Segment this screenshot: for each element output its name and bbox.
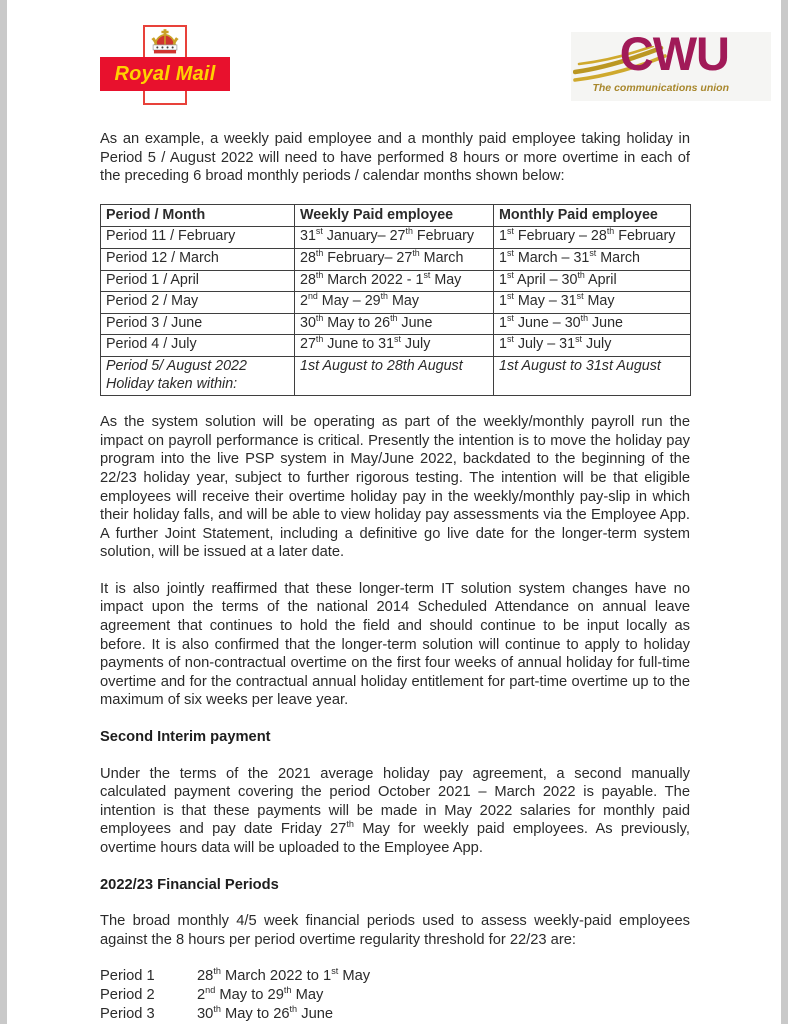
cell-period-month: Period 2 / May (101, 292, 295, 314)
crown-icon (148, 28, 182, 55)
document-body (100, 130, 690, 1024)
list-item (100, 986, 690, 1005)
table-row (101, 227, 691, 249)
period-label: Period 3 (100, 1006, 155, 1023)
period-range: 2nd May to 29th May (197, 985, 324, 1004)
cell-monthly-range: 1st May – 31st May (494, 292, 691, 314)
royal-mail-wordmark-band (100, 57, 230, 91)
cell-period-month: Period 3 / June (101, 313, 295, 335)
col-header-weekly-paid: Weekly Paid employee (295, 204, 494, 227)
cwu-wordmark: CWU (619, 27, 729, 80)
cwu-logo (571, 27, 771, 101)
cell-monthly-range: 1st March – 31st March (494, 248, 691, 270)
footer-row-line2: Holiday taken within: (106, 375, 238, 392)
royal-mail-logo (100, 19, 230, 106)
cell-period-holiday (101, 356, 295, 395)
financial-periods-list (100, 967, 690, 1024)
period-range: 28th March 2022 to 1st May (197, 966, 371, 985)
cell-weekly-range: 2nd May – 29th May (295, 292, 494, 314)
reaffirmed-paragraph: It is also jointly reaffirmed that these longer-term IT solution system changes have no impact upon the terms of the national 2014 Scheduled Attendance on annual leave agreement that continues to hold the field and should continue to be input locally as before. It is also confirmed that the longer-term solution will continue to apply to holiday payments of non-contractual overtime on the first four weeks of annual holiday for full-time overtime and for the contractual annual holiday entitlement for part-time overtime up to the maximum of six weeks per leave year. (100, 580, 690, 709)
financial-periods-heading: 2022/23 Financial Periods (100, 876, 279, 893)
royal-mail-wordmark: Royal Mail (114, 62, 216, 85)
col-header-monthly-paid: Monthly Paid employee (494, 204, 691, 227)
list-item (100, 1005, 690, 1024)
cell-monthly-range: 1st April – 30th April (494, 270, 691, 292)
cell-period-month: Period 4 / July (101, 335, 295, 357)
period-range: 30th May to 26th June (197, 1004, 334, 1023)
table-row (101, 335, 691, 357)
cell-period-month: Period 1 / April (101, 270, 295, 292)
table-row (101, 248, 691, 270)
table-header-row (101, 204, 691, 227)
table-row (101, 270, 691, 292)
cell-period-month: Period 12 / March (101, 248, 295, 270)
cell-weekly-range: 30th May to 26th June (295, 313, 494, 335)
cell-period-month: Period 11 / February (101, 227, 295, 249)
document-page (7, 0, 781, 1024)
intro-paragraph: As an example, a weekly paid employee and a monthly paid employee taking holiday in Period 5 / August 2022 will need to have performed 8 hours or more overtime in each of the preceding 6 broad monthly periods / calendar months shown below: (100, 131, 690, 185)
cell-monthly-range: 1st August to 31st August (494, 356, 691, 395)
cell-monthly-range: 1st February – 28th February (494, 227, 691, 249)
footer-row-line1: Period 5/ August 2022 (106, 357, 247, 374)
cell-monthly-range: 1st June – 30th June (494, 313, 691, 335)
cell-weekly-range: 31st January– 27th February (295, 227, 494, 249)
cell-weekly-range: 1st August to 28th August (295, 356, 494, 395)
period-label: Period 1 (100, 968, 155, 985)
cell-weekly-range: 27th June to 31st July (295, 335, 494, 357)
system-solution-paragraph: As the system solution will be operating as part of the weekly/monthly payroll run the impact on payroll performance is critical. Presently the intention is to move the holiday pay program into the live PSP system in May/June 2022, backdated to the beginning of the 22/23 holiday year, subject to further rigorous testing. The intention will be that eligible employees will receive their overtime holiday pay in the weekly/monthly pay-slip in which their holiday falls, and will be able to view holiday pay assessments via the Employee App. A further Joint Statement, including a definitive go live date for the longer-term system solution, will be issued at a later date. (100, 414, 690, 561)
col-header-period-month: Period / Month (101, 204, 295, 227)
financial-periods-intro: The broad monthly 4/5 week financial periods used to assess weekly-paid employees against the 8 hours per period overtime regularity threshold for 22/23 are: (100, 913, 690, 948)
cell-weekly-range: 28th February– 27th March (295, 248, 494, 270)
table-row (101, 313, 691, 335)
cell-monthly-range: 1st July – 31st July (494, 335, 691, 357)
cwu-tagline: The communications union (592, 82, 729, 94)
periods-table (100, 204, 691, 396)
table-row (101, 292, 691, 314)
period-label: Period 2 (100, 987, 155, 1004)
cell-weekly-range: 28th March 2022 - 1st May (295, 270, 494, 292)
second-interim-paragraph: Under the terms of the 2021 average holiday pay agreement, a second manually calculated payment covering the period October 2021 – March 2022 is payable. The intention is that these payments will be made in May 2022 salaries for monthly paid employees and pay date Friday 27th May for weekly paid employees. As previously, overtime hours data will be uploaded to the Employee App. (100, 765, 690, 856)
second-interim-heading: Second Interim payment (100, 729, 271, 746)
table-footer-row (101, 356, 691, 395)
list-item (100, 967, 690, 986)
